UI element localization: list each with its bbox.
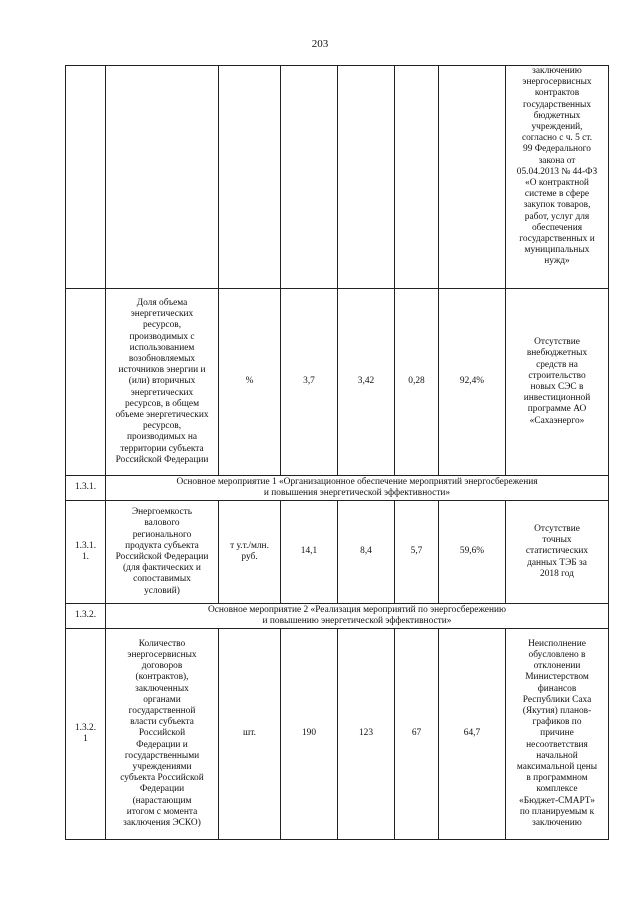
table-row-energy-contracts [66, 629, 609, 840]
cell-deviation: 67 [395, 629, 439, 840]
cell-indicator: Количество энергосервисных договоров (контрактов), заключенных органами государственной власти субъекта Российской Федерации и государственными учреждениями субъекта Российской Федерации (нарастающим итогом с момента заключения ЭСКО) [106, 629, 219, 840]
cell-note: Неисполнение обусловлено в отклонении Министерством финансов Республики Саха (Якутия) планов- графиков по причине несоответствия начальной максимальной цены в программном комплексе «Бюджет-СМАРТ» по планируемым к заключению [506, 629, 609, 840]
cell-plan [281, 66, 338, 289]
cell-indicator: Энергоемкость валового регионального продукта субъекта Российской Федерации (для фактических и сопоставимых условий) [106, 501, 219, 604]
cell-note: Отсутствие внебюджетных средств на строительство новых СЭС в инвестиционной программе АО «Сахаэнерго» [506, 289, 609, 476]
cell-unit [219, 66, 281, 289]
cell-deviation [395, 66, 439, 289]
table-row-renewable-share [66, 289, 609, 476]
cell-fact: 123 [338, 629, 395, 840]
cell-num: 1.3.1. 1. [66, 501, 106, 604]
section-heading: Основное мероприятие 1 «Организационное обеспечение мероприятий энергосбережения и повышения энергетической эффективности» [106, 476, 609, 501]
table-row-energy-intensity [66, 501, 609, 604]
cell-plan: 3,7 [281, 289, 338, 476]
cell-unit: % [219, 289, 281, 476]
cell-num [66, 66, 106, 289]
cell-percent [439, 66, 506, 289]
indicators-table [65, 65, 609, 840]
cell-fact [338, 66, 395, 289]
page-number: 203 [311, 38, 329, 50]
cell-indicator: Доля объема энергетических ресурсов, производимых с использованием возобновляемых источников энергии и (или) вторичных энергетических ресурсов, в общем объеме энергетических ресурсов, производимых на территории субъекта Российской Федерации [106, 289, 219, 476]
cell-note: заключению энергосервисных контрактов государственных бюджетных учреждений, согласно с ч. 5 ст. 99 Федерального закона от 05.04.2013 № 44-ФЗ «О контрактной системе в сфере закупок товаров, работ, услуг для обеспечения государственных и муниципальных нужд» [506, 66, 609, 289]
cell-percent: 92,4% [439, 289, 506, 476]
cell-deviation: 5,7 [395, 501, 439, 604]
cell-num: 1.3.2. [66, 604, 106, 629]
cell-percent: 64,7 [439, 629, 506, 840]
cell-plan: 190 [281, 629, 338, 840]
cell-unit: шт. [219, 629, 281, 840]
table-row-continuation [66, 66, 609, 289]
cell-num: 1.3.2. 1 [66, 629, 106, 840]
cell-percent: 59,6% [439, 501, 506, 604]
cell-indicator [106, 66, 219, 289]
cell-num: 1.3.1. [66, 476, 106, 501]
cell-fact: 8,4 [338, 501, 395, 604]
cell-num [66, 289, 106, 476]
table-row-activity-1 [66, 476, 609, 501]
cell-deviation: 0,28 [395, 289, 439, 476]
cell-fact: 3,42 [338, 289, 395, 476]
section-heading: Основное мероприятие 2 «Реализация мероприятий по энергосбережению и повышению энергетической эффективности» [106, 604, 609, 629]
cell-note: Отсутствие точных статистических данных ТЭБ за 2018 год [506, 501, 609, 604]
cell-plan: 14,1 [281, 501, 338, 604]
cell-unit: т у.т./млн. руб. [219, 501, 281, 604]
table-row-activity-2 [66, 604, 609, 629]
